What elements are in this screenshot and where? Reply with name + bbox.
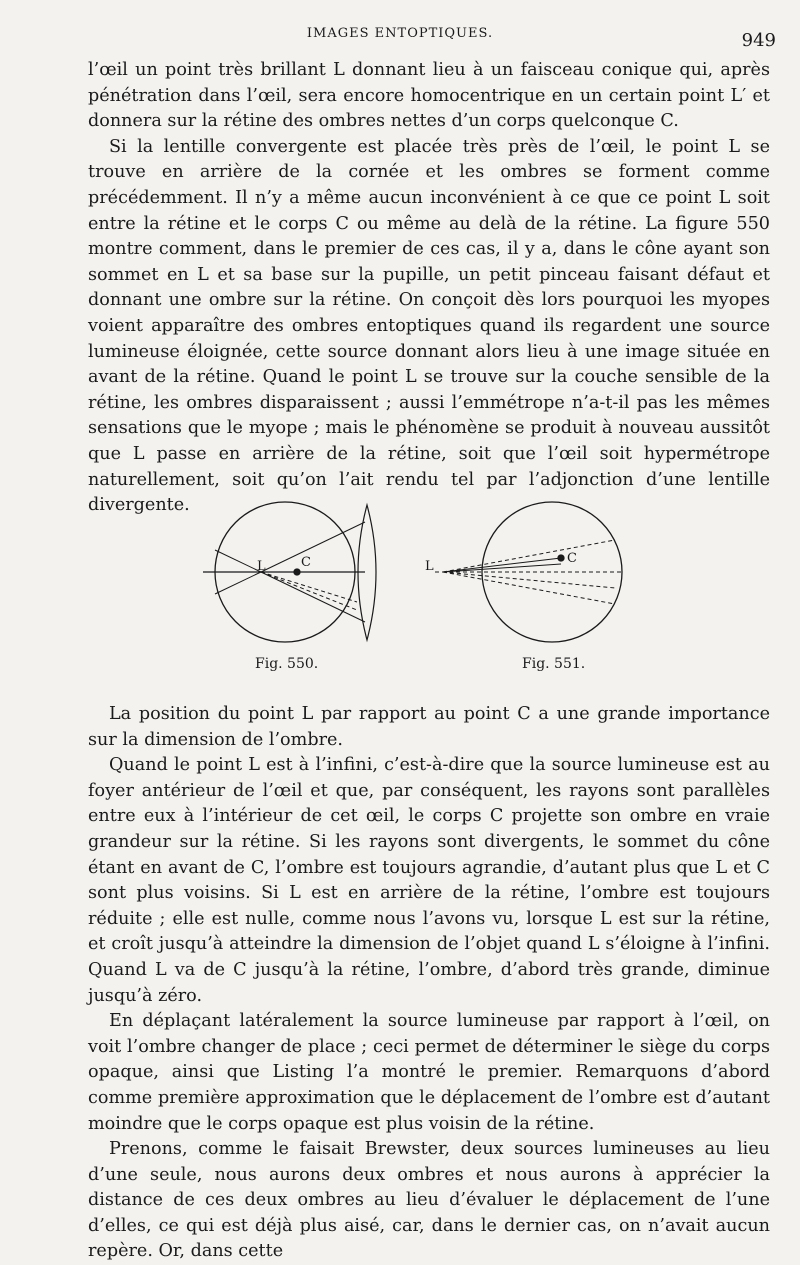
fig-551-diagram <box>435 502 622 642</box>
dashed-ray-550 <box>261 572 357 602</box>
text-block-bottom <box>88 702 770 1265</box>
text-block-top <box>88 58 770 519</box>
label-l-550: L <box>257 559 266 574</box>
label-c-551: C <box>567 551 577 566</box>
dashed-ray-550 <box>261 572 357 610</box>
paragraph: Prenons, comme le faisait Brewster, deux sources lumineuses au lieu d’une seule, nous aurons deux ombres et nous aurons à apprécier la distance de ces deux ombres au lieu d’évaluer le déplacement de l’une d’elles, ce qui est déjà plus aisé, car, dans le dernier cas, on n’avait aucun repère. Or, dans cette <box>88 1139 770 1262</box>
figures-550-551 <box>195 500 775 680</box>
label-c-550: C <box>301 555 311 570</box>
point-c-550 <box>294 569 300 575</box>
paragraph: La position du point L par rapport au point C a une grande importance sur la dimension de l’ombre. <box>88 704 770 750</box>
caption-fig-550: Fig. 550. <box>255 656 319 672</box>
point-c-551 <box>558 555 564 561</box>
fig-550-diagram <box>203 502 376 642</box>
figure-diagrams <box>195 500 775 660</box>
ray-550 <box>261 572 365 622</box>
paragraph: Quand le point L est à l’infini, c’est-à-dire que la source lumineuse est au foyer antérieur de l’œil et que, par conséquent, les rayons sont parallèles entre eux à l’intérieur de cet œil, le corps C projette son ombre en vraie grandeur sur la rétine. Si les rayons sont divergents, le sommet du cône étant en avant de C, l’ombre est toujours agrandie, d’autant plus que L et C sont plus voisins. Si L est en arrière de la rétine, l’ombre est toujours réduite ; elle est nulle, comme nous l’avons vu, lorsque L est sur la rétine, et croît jusqu’à atteindre la dimension de l’objet quand L s’éloigne à l’infini. Quand L va de C jusqu’à la rétine, l’ombre, d’abord très grande, diminue jusqu’à zéro. <box>88 755 770 1006</box>
page-number: 949 <box>741 30 776 51</box>
ray-551 <box>443 540 615 572</box>
running-head: IMAGES ENTOPTIQUES. <box>306 26 494 41</box>
ray-551 <box>443 572 615 588</box>
ray-550 <box>215 572 261 594</box>
caption-fig-551: Fig. 551. <box>522 656 586 672</box>
eye-circle-551 <box>482 502 622 642</box>
paragraph: Si la lentille convergente est placée très près de l’œil, le point L se trouve en arrière de la cornée et les ombres se forment comme précédemment. Il n’y a même aucun inconvénient à ce que ce point L soit entre la rétine et le corps C ou même au delà de la rétine. La figure 550 montre comment, dans le premier de ces cas, il y a, dans le cône ayant son sommet en L et sa base sur la pupille, un petit pinceau faisant défaut et donnant une ombre sur la rétine. On conçoit dès lors pourquoi les myopes voient apparaître des ombres entoptiques quand ils regardent une source lumineuse éloignée, cette source donnant alors lieu à une image située en avant de la rétine. Quand le point L se trouve sur la couche sensible de la rétine, les ombres disparaissent ; aussi l’emmétrope n’a-t-il pas les mêmes sensations que le myope ; mais le phénomène se produit à nouveau aussitôt que L passe en arrière de la rétine, soit que l’œil soit hypermétrope naturellement, soit qu’on l’ait rendu tel par l’adjonction d’une lentille divergente. <box>88 136 770 516</box>
ray-551 <box>443 572 615 604</box>
paragraph: En déplaçant latéralement la source lumineuse par rapport à l’œil, on voit l’ombre changer de place ; ceci permet de déterminer le siège du corps opaque, ainsi que Listing l’a montré le premier. Remarquons d’abord comme première approximation que le déplacement de l’ombre est d’autant moindre que le corps opaque est plus voisin de la rétine. <box>88 1011 770 1134</box>
ray-550 <box>261 522 365 572</box>
page-header <box>0 22 800 52</box>
paragraph: l’œil un point très brillant L donnant lieu à un faisceau conique qui, après pénétration dans l’œil, sera encore homocentrique en un certain point L′ et donnera sur la rétine des ombres nettes d’un corps quelconque C. <box>88 60 770 132</box>
label-l-551: L <box>425 559 434 574</box>
ray-550 <box>215 550 261 572</box>
